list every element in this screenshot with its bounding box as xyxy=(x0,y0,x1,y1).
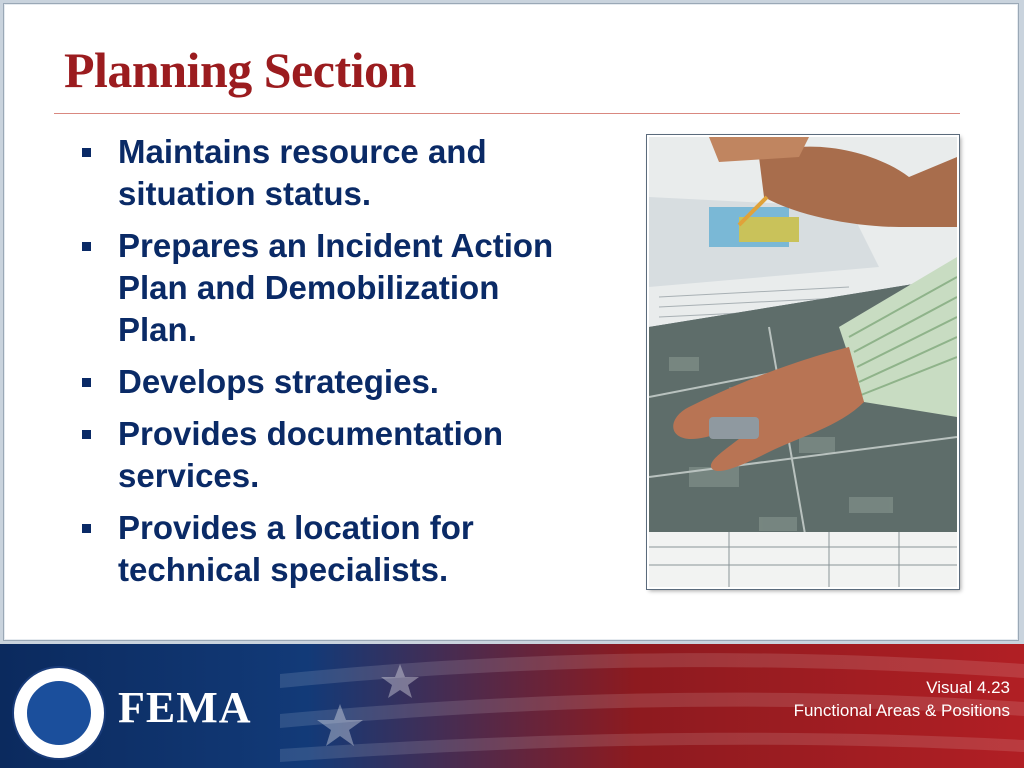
fema-logo: FEMA xyxy=(118,683,252,732)
bullet-list xyxy=(78,131,578,601)
bullet-item xyxy=(78,225,578,351)
bullet-item xyxy=(78,361,578,403)
visual-number: Visual 4.23 xyxy=(926,678,1010,697)
square-bullet-icon xyxy=(82,430,91,439)
slide-frame xyxy=(3,3,1019,641)
eagle-icon xyxy=(25,679,93,747)
bullet-text: Develops strategies. xyxy=(118,363,439,400)
square-bullet-icon xyxy=(82,524,91,533)
square-bullet-icon xyxy=(82,378,91,387)
bullet-text: Prepares an Incident Action Plan and Demobilization Plan. xyxy=(118,227,554,348)
bullet-text: Provides a location for technical specialists. xyxy=(118,509,474,588)
bullet-item xyxy=(78,507,578,591)
photo-hands-on-map xyxy=(647,135,959,589)
bullet-text: Provides documentation services. xyxy=(118,415,504,494)
square-bullet-icon xyxy=(82,148,91,157)
title-divider xyxy=(54,113,960,114)
dhs-seal-logo xyxy=(12,666,106,760)
bullet-item xyxy=(78,413,578,497)
photo-illustration xyxy=(649,137,957,587)
bullet-item xyxy=(78,131,578,215)
bullet-text: Maintains resource and situation status. xyxy=(118,133,487,212)
slide-title: Planning Section xyxy=(64,42,416,98)
square-bullet-icon xyxy=(82,242,91,251)
visual-title: Functional Areas & Positions xyxy=(793,701,1010,720)
